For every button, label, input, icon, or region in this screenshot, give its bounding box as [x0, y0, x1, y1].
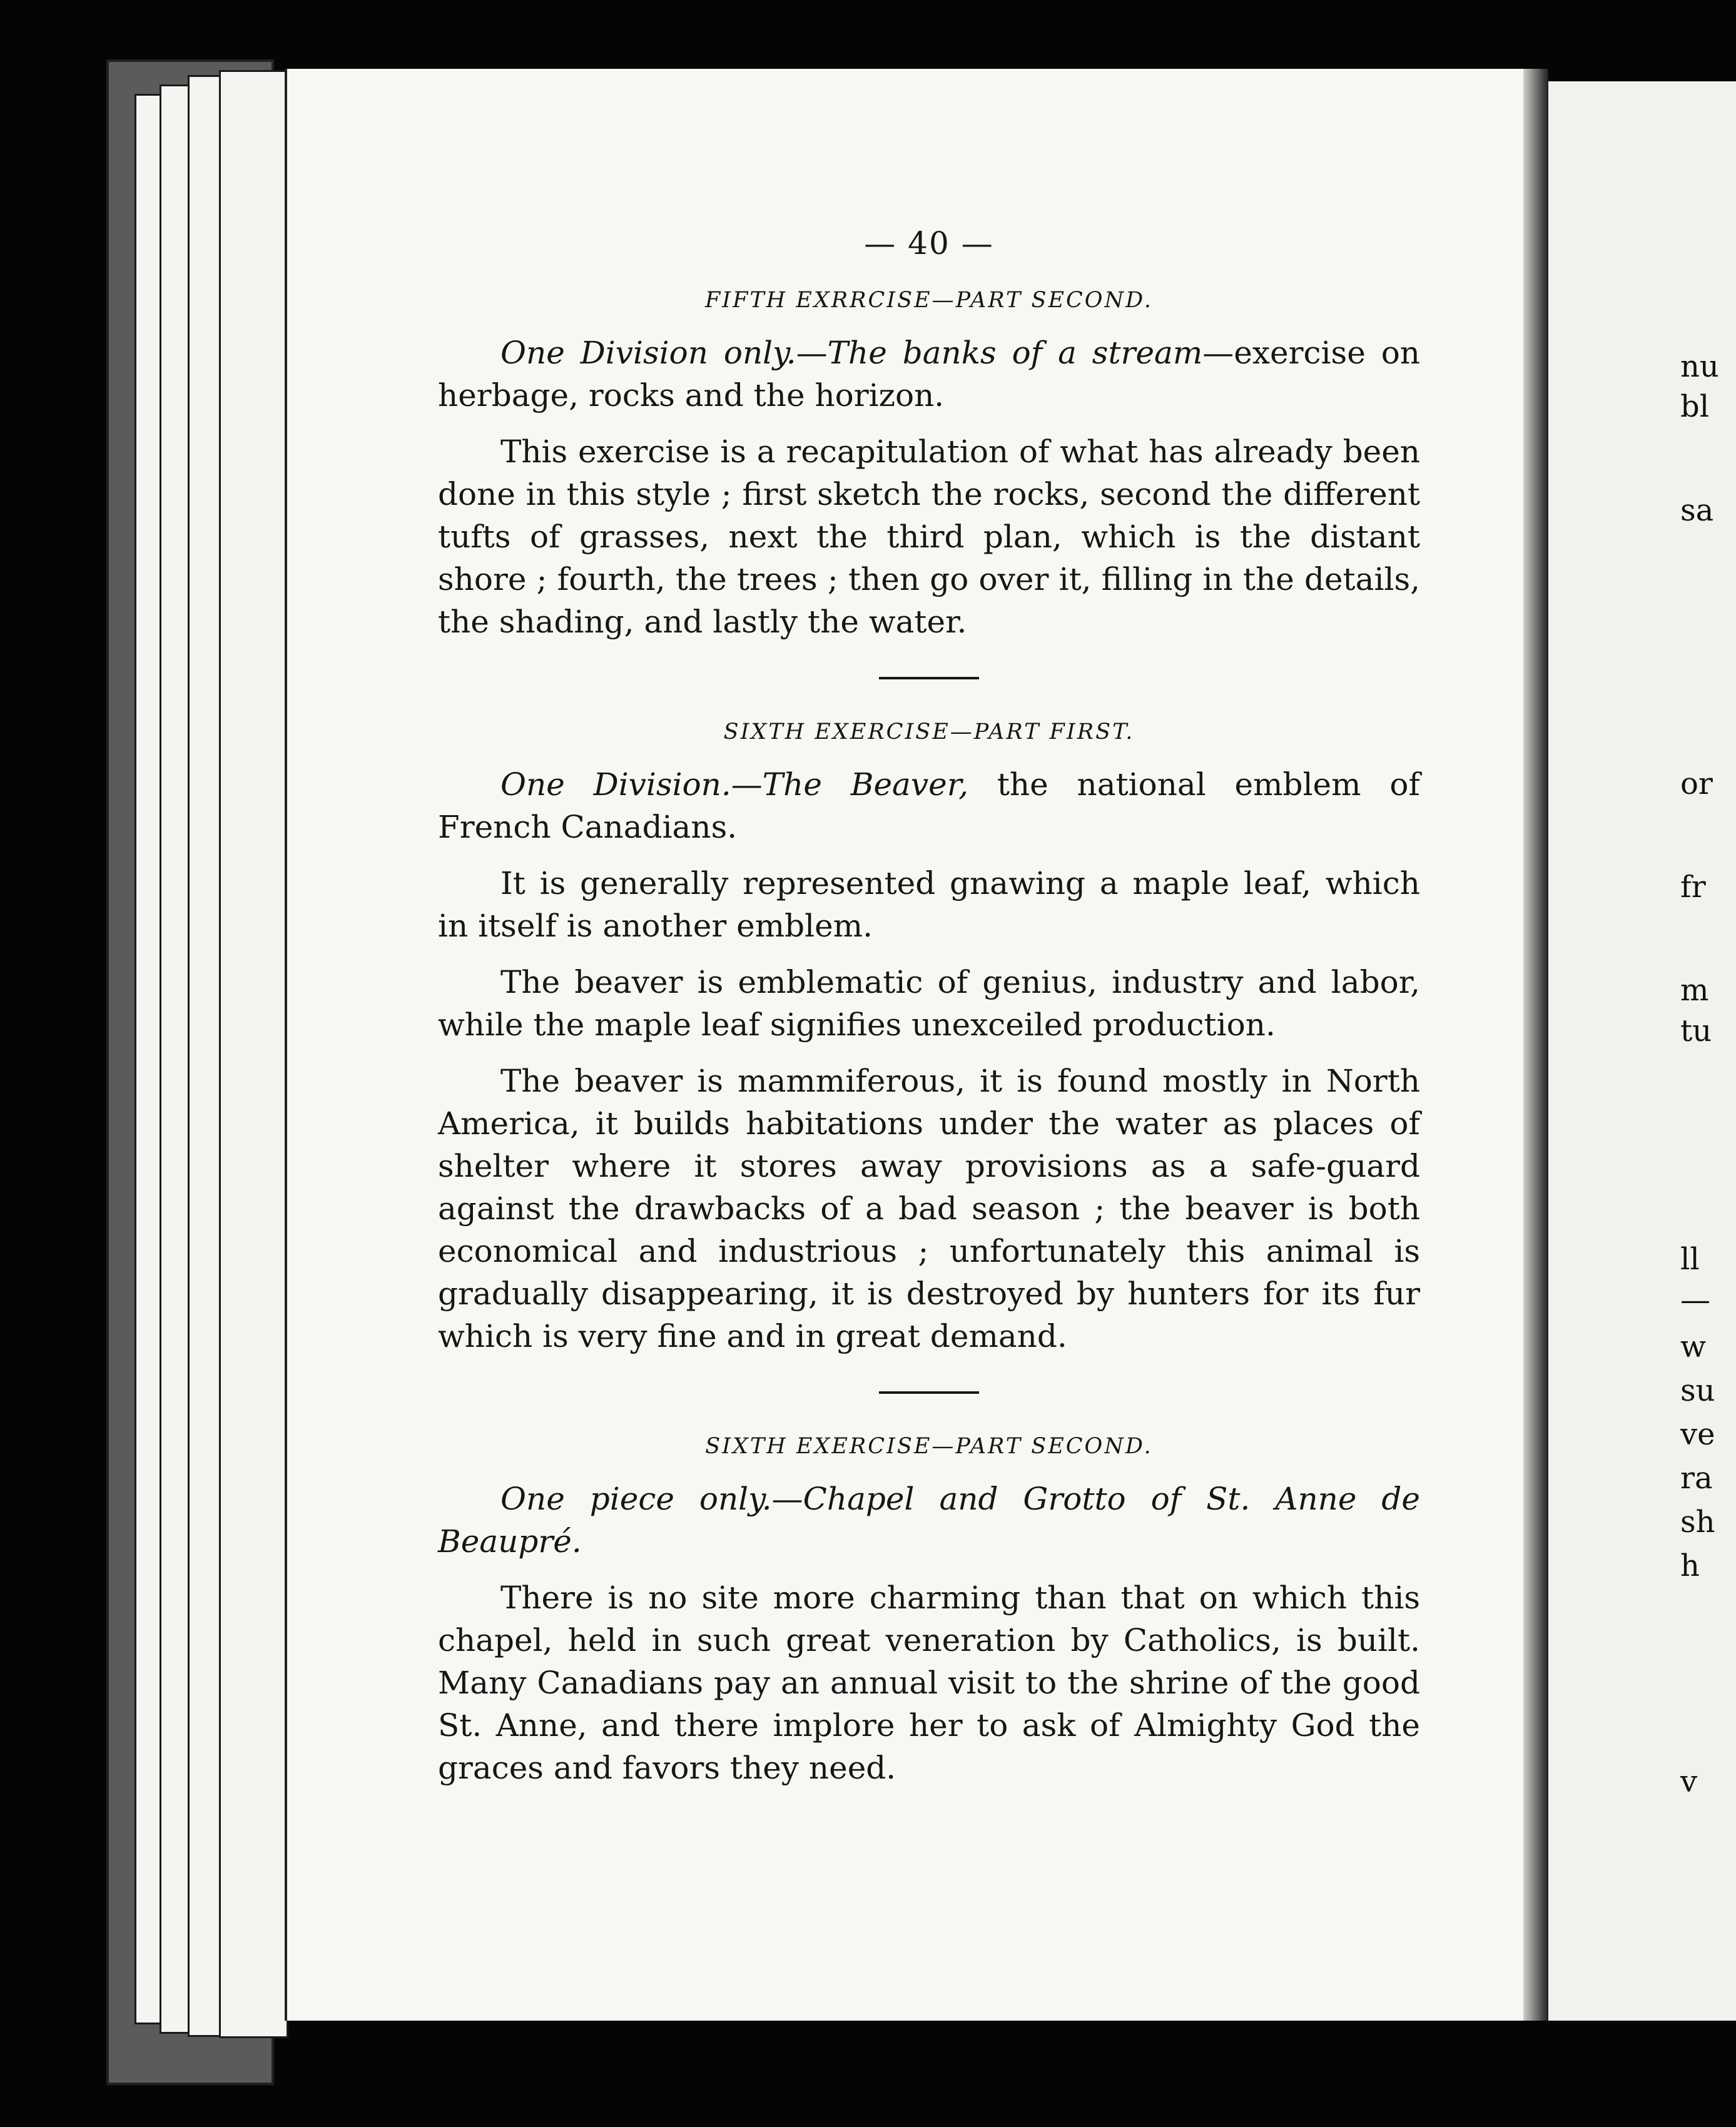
facing-fragment: w	[1680, 1329, 1707, 1364]
lead-italic: One Division only.—The banks of a stream	[500, 335, 1203, 371]
facing-fragment: m	[1680, 973, 1709, 1008]
section-divider	[879, 1391, 979, 1394]
body-paragraph: It is generally represented gnawing a maple leaf, which in itself is another emblem.	[438, 865, 1420, 944]
page-stack-leaf	[219, 70, 288, 2038]
facing-fragment: sh	[1680, 1505, 1715, 1540]
page-number: — 40 —	[864, 225, 994, 261]
facing-fragment: fr	[1680, 870, 1706, 905]
lead-italic: One Division.—The Beaver,	[500, 766, 969, 803]
lead-italic: One piece only.—Chapel and Grotto of St. Anne de Beaupré.	[438, 1481, 1420, 1560]
lead-rest: the national emblem of French Canadians.	[438, 766, 1420, 845]
page-content	[438, 225, 1420, 1803]
section-lead	[438, 1478, 1420, 1563]
facing-fragment: h	[1680, 1548, 1700, 1583]
facing-fragment: v	[1680, 1764, 1698, 1799]
facing-fragment: ll	[1680, 1242, 1700, 1277]
body-paragraph: This exercise is a recapitulation of what has already been done in this style ; first sketch the rocks, second the different tufts of grasses, next the third plan, which is the distant shore ; fourth, the trees ; then go over it, filling in the details, the shading, and lastly the water.	[438, 434, 1420, 640]
facing-fragment: ve	[1680, 1417, 1715, 1452]
facing-fragment: bl	[1680, 389, 1710, 424]
body-paragraph: There is no site more charming than that on which this chapel, held in such great veneration by Catholics, is built. Many Canadians pay an annual visit to the shrine of the good St. Anne, and there implore her to ask of Almighty God the graces and favors they need.	[438, 1580, 1420, 1786]
lead-rest: —exercise on herbage, rocks and the horizon.	[438, 335, 1420, 414]
section-lead	[438, 763, 1420, 848]
facing-fragment: ra	[1680, 1461, 1713, 1496]
book-gutter	[1523, 69, 1548, 2021]
facing-fragment: su	[1680, 1373, 1715, 1408]
facing-fragment: nu	[1680, 349, 1719, 384]
section-divider	[879, 677, 979, 679]
body-paragraph: The beaver is mammiferous, it is found mostly in North America, it builds habitations under the water as places of shelter where it stores away provisions as a safe-guard against the drawbacks of a bad season ; the beaver is both economical and industrious ; unfortunately this animal is gradually disappearing, it is destroyed by hunters for its fur which is very fine and in great demand.	[438, 1063, 1420, 1354]
facing-fragment: tu	[1680, 1013, 1712, 1048]
section-heading: SIXTH EXERCISE—PART SECOND.	[705, 1434, 1153, 1459]
section-lead	[438, 332, 1420, 417]
section-heading: SIXTH EXERCISE—PART FIRST.	[723, 719, 1135, 744]
facing-fragment: sa	[1680, 493, 1714, 528]
facing-fragment: —	[1680, 1282, 1710, 1317]
facing-fragment: or	[1680, 766, 1713, 801]
body-paragraph: The beaver is emblematic of genius, industry and labor, while the maple leaf signifies unexceiled production.	[438, 964, 1420, 1043]
section-heading: FIFTH EXRRCISE—PART SECOND.	[704, 288, 1154, 313]
